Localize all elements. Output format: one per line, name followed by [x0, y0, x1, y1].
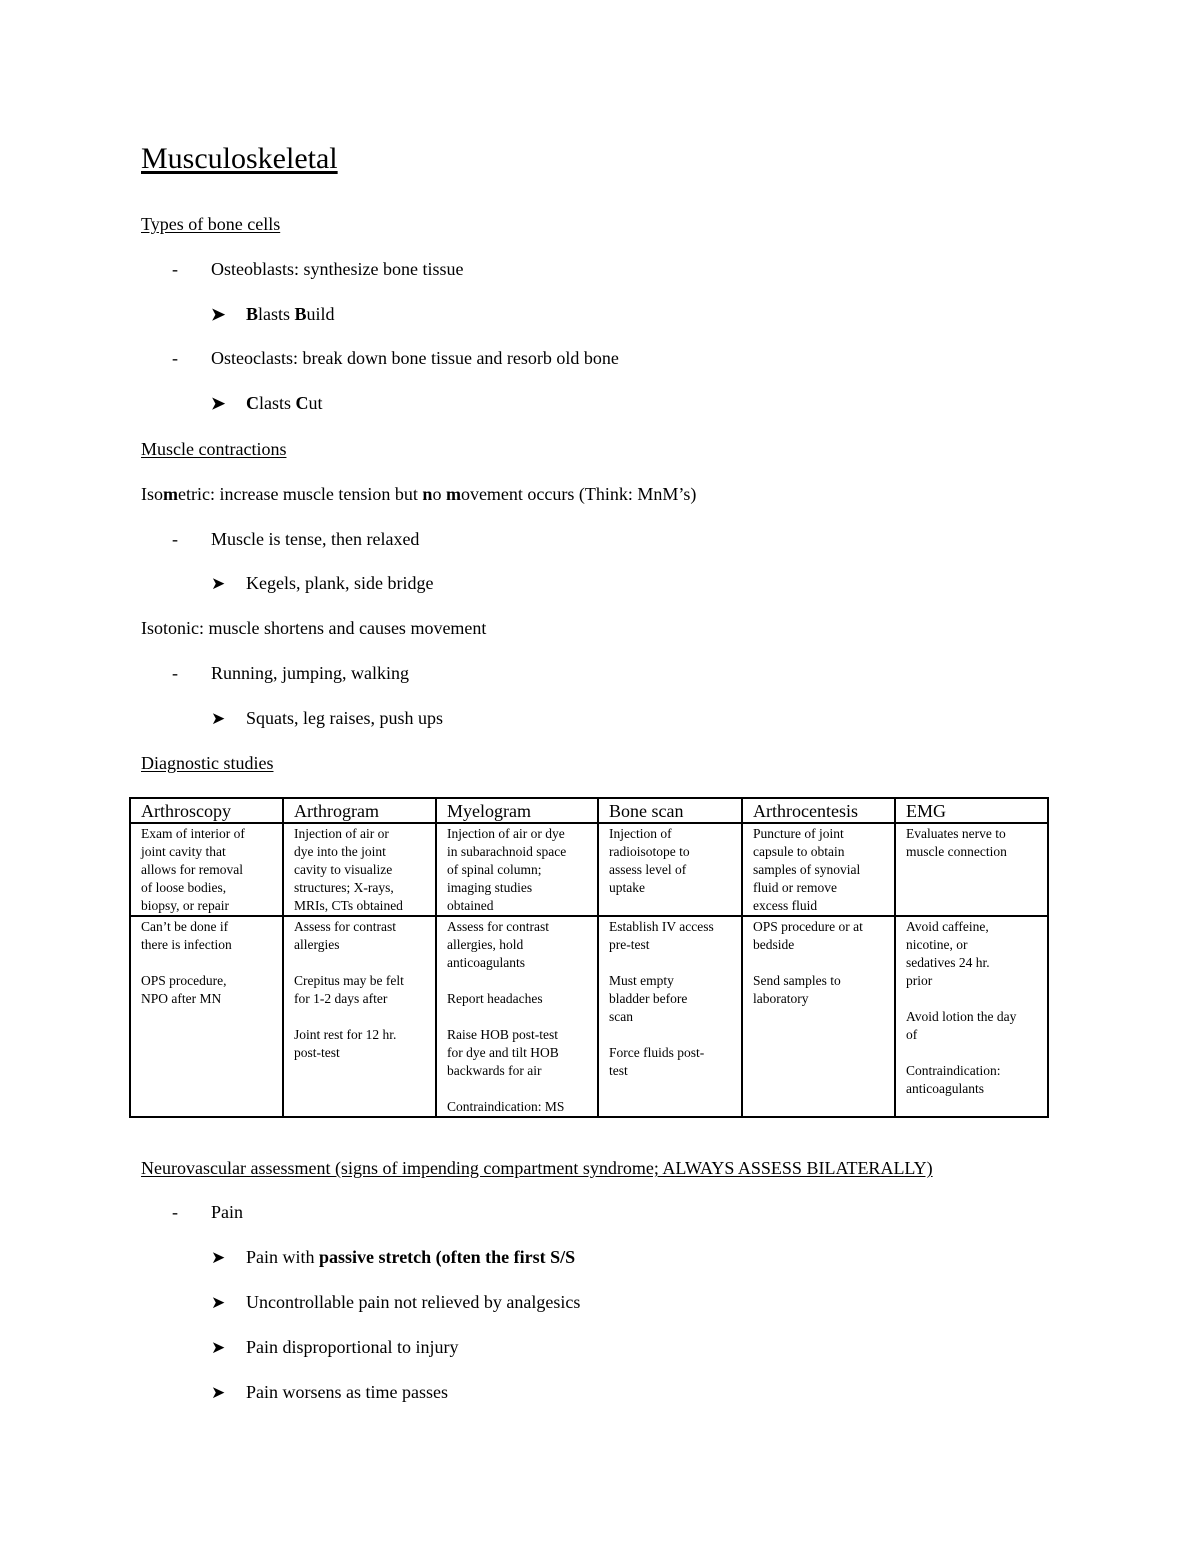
cell-text: allergies, hold [447, 937, 524, 952]
mnemonic-text: lasts [258, 304, 295, 324]
list-item [172, 259, 463, 280]
isotonic-definition: Isotonic: muscle shortens and causes movement [141, 618, 487, 638]
notes-cell [130, 916, 283, 1117]
cell-text: Exam of interior of [141, 826, 245, 841]
cell-text: biopsy, or repair [141, 898, 229, 913]
cell-text: muscle connection [906, 844, 1007, 859]
cell-spacer [447, 1080, 593, 1098]
mnemonic-bold-letter: B [294, 304, 307, 324]
list-item-text: Pain with [246, 1247, 320, 1267]
column-header: Arthroscopy [130, 798, 283, 823]
cell-text: OPS procedure, [141, 973, 227, 988]
arrow-bullet-icon: ➤ [211, 305, 226, 324]
list-item-text: Pain disproportional to injury [246, 1337, 459, 1357]
bold-letter: m [445, 484, 461, 504]
cell-text: there is infection [141, 937, 232, 952]
cell-spacer [447, 1008, 593, 1026]
cell-spacer [753, 954, 890, 972]
cell-spacer [609, 954, 737, 972]
list-item [172, 348, 619, 369]
cell-spacer [294, 1008, 431, 1026]
cell-text: Send samples to [753, 973, 841, 988]
cell-text: sedatives 24 hr. [906, 955, 990, 970]
cell-text: samples of synovial [753, 862, 861, 877]
list-item [211, 304, 335, 325]
cell-text: joint cavity that [141, 844, 226, 859]
page-title: Musculoskeletal [141, 142, 338, 175]
cell-text: dye into the joint [294, 844, 386, 859]
list-item [172, 529, 419, 550]
cell-text: test [609, 1063, 628, 1078]
cell-text: of [906, 1027, 918, 1042]
column-header: EMG [895, 798, 1048, 823]
dash-bullet-icon: - [172, 1202, 178, 1222]
arrow-bullet-icon: ➤ [211, 1248, 226, 1267]
list-item [172, 1202, 243, 1223]
mnemonic-text: lasts [259, 393, 296, 413]
cell-text: pre-test [609, 937, 650, 952]
list-item [211, 1337, 458, 1358]
description-cell [742, 823, 895, 916]
cell-text: Can’t be done if [141, 919, 229, 934]
arrow-bullet-icon: ➤ [211, 574, 226, 593]
cell-spacer [294, 954, 431, 972]
text-run: etric: increase muscle tension but [178, 484, 423, 504]
cell-text: Must empty [609, 973, 674, 988]
list-item [211, 1247, 575, 1268]
cell-text: Assess for contrast [294, 919, 396, 934]
notes-cell [598, 916, 742, 1117]
muscle-contractions-heading: Muscle contractions [141, 439, 287, 459]
text-run: o [432, 484, 446, 504]
arrow-bullet-icon: ➤ [211, 1338, 226, 1357]
dash-bullet-icon: - [172, 529, 178, 549]
column-header: Arthrogram [283, 798, 436, 823]
cell-text: anticoagulants [447, 955, 525, 970]
cell-spacer [447, 972, 593, 990]
mnemonic-bold-letter: B [246, 304, 259, 324]
cell-text: NPO after MN [141, 991, 222, 1006]
bold-letter: m [163, 484, 178, 504]
cell-text: capsule to obtain [753, 844, 845, 859]
cell-text: Crepitus may be felt [294, 973, 404, 988]
description-cell [130, 823, 283, 916]
mnemonic-text: uild [306, 304, 335, 324]
arrow-bullet-icon: ➤ [211, 709, 226, 728]
table-row [130, 916, 1048, 1117]
mnemonic-bold-letter: C [295, 393, 309, 413]
cell-text: allows for removal [141, 862, 243, 877]
cell-text: laboratory [753, 991, 809, 1006]
cell-text: fluid or remove [753, 880, 837, 895]
notes-cell [895, 916, 1048, 1117]
list-item [211, 573, 433, 594]
cell-spacer [906, 1044, 1043, 1062]
cell-text: of spinal column; [447, 862, 542, 877]
cell-text: in subarachnoid space [447, 844, 567, 859]
cell-text: Puncture of joint [753, 826, 844, 841]
cell-text: bedside [753, 937, 795, 952]
cell-text: Force fluids post- [609, 1045, 705, 1060]
cell-text: obtained [447, 898, 494, 913]
list-item-text: Uncontrollable pain not relieved by analgesics [246, 1292, 581, 1312]
cell-text: backwards for air [447, 1063, 542, 1078]
cell-text: anticoagulants [906, 1081, 984, 1096]
table-row [130, 823, 1048, 916]
cell-text: post-test [294, 1045, 340, 1060]
cell-text: of loose bodies, [141, 880, 227, 895]
list-item-text: Pain [211, 1202, 244, 1222]
column-header: Bone scan [598, 798, 742, 823]
cell-text: Injection of [609, 826, 672, 841]
table-header-row [130, 798, 1048, 823]
cell-text: nicotine, or [906, 937, 968, 952]
cell-text: OPS procedure or at [753, 919, 863, 934]
neurovascular-heading: Neurovascular assessment (signs of impending compartment syndrome; ALWAYS ASSESS BILATERALLY) [141, 1158, 933, 1178]
mnemonic-text: ut [308, 393, 323, 413]
cell-text: MRIs, CTs obtained [294, 898, 403, 913]
isometric-definition [141, 484, 696, 505]
dash-bullet-icon: - [172, 663, 178, 683]
diagnostic-studies-table [129, 797, 1049, 1118]
cell-text: prior [906, 973, 933, 988]
cell-text: Contraindication: MS [447, 1099, 565, 1114]
cell-text: Evaluates nerve to [906, 826, 1006, 841]
cell-text: cavity to visualize [294, 862, 393, 877]
bold-letter: n [422, 484, 433, 504]
column-header: Myelogram [436, 798, 598, 823]
list-item-bold-text: passive stretch (often the first S/S [319, 1247, 576, 1267]
cell-text: Avoid caffeine, [906, 919, 989, 934]
list-item [211, 708, 443, 729]
mnemonic-bold-letter: C [246, 393, 259, 413]
cell-text: bladder before [609, 991, 688, 1006]
bone-cells-heading: Types of bone cells [141, 214, 281, 234]
notes-cell [283, 916, 436, 1117]
osteoblasts-text: Osteoblasts: synthesize bone tissue [211, 259, 464, 279]
arrow-bullet-icon: ➤ [211, 394, 226, 413]
cell-spacer [906, 990, 1043, 1008]
cell-text: Contraindication: [906, 1063, 1001, 1078]
arrow-bullet-icon: ➤ [211, 1293, 226, 1312]
cell-text: Report headaches [447, 991, 543, 1006]
arrow-bullet-icon: ➤ [211, 1383, 226, 1402]
cell-text: imaging studies [447, 880, 533, 895]
cell-text: Raise HOB post-test [447, 1027, 558, 1042]
cell-text: scan [609, 1009, 633, 1024]
osteoclasts-text: Osteoclasts: break down bone tissue and resorb old bone [211, 348, 619, 368]
list-item-text: Squats, leg raises, push ups [246, 708, 443, 728]
list-item-text: Muscle is tense, then relaxed [211, 529, 420, 549]
column-header: Arthrocentesis [742, 798, 895, 823]
cell-text: uptake [609, 880, 645, 895]
list-item [211, 393, 323, 414]
dash-bullet-icon: - [172, 259, 178, 279]
list-item [211, 1382, 448, 1403]
cell-text: allergies [294, 937, 340, 952]
list-item-text: Kegels, plank, side bridge [246, 573, 434, 593]
cell-text: Joint rest for 12 hr. [294, 1027, 397, 1042]
cell-spacer [141, 954, 278, 972]
cell-text: for dye and tilt HOB [447, 1045, 559, 1060]
description-cell [895, 823, 1048, 916]
cell-text: for 1-2 days after [294, 991, 388, 1006]
cell-text: Assess for contrast [447, 919, 549, 934]
text-run: ovement occurs (Think: MnM’s) [460, 484, 697, 504]
cell-text: Avoid lotion the day [906, 1009, 1017, 1024]
cell-text: Injection of air or dye [447, 826, 565, 841]
description-cell [436, 823, 598, 916]
cell-text: structures; X-rays, [294, 880, 394, 895]
cell-spacer [609, 1026, 737, 1044]
diagnostic-studies-heading: Diagnostic studies [141, 753, 274, 773]
cell-text: radioisotope to [609, 844, 690, 859]
cell-text: Establish IV access [609, 919, 714, 934]
list-item-text: Pain worsens as time passes [246, 1382, 448, 1402]
description-cell [598, 823, 742, 916]
cell-text: Injection of air or [294, 826, 389, 841]
notes-cell [436, 916, 598, 1117]
cell-text: excess fluid [753, 898, 818, 913]
list-item-text: Running, jumping, walking [211, 663, 409, 683]
list-item [172, 663, 409, 684]
notes-cell [742, 916, 895, 1117]
dash-bullet-icon: - [172, 348, 178, 368]
description-cell [283, 823, 436, 916]
text-run: Iso [141, 484, 163, 504]
cell-text: assess level of [609, 862, 687, 877]
list-item [211, 1292, 580, 1313]
